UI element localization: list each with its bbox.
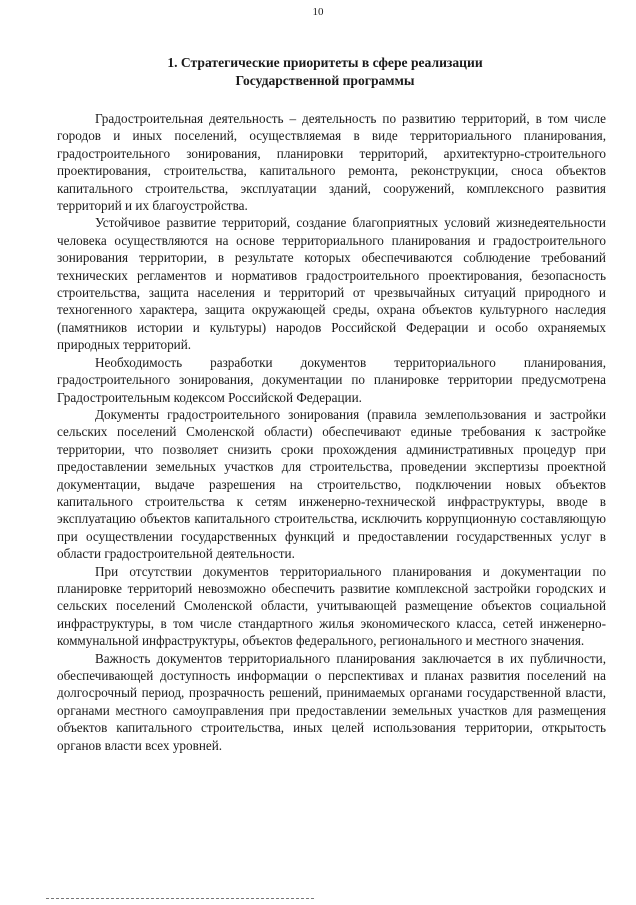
paragraph: Документы градостроительного зонирования (правила землепользования и застройки сельских поселений Смоленской области) обеспечивают единые требования к застройке территории, что позволяет снизить сроки прохождения административных процедур при предоставлении земельных участков для строительства, проведении экспертизы проектной документации, выдаче разрешения на строительство, подключении новых объектов капитального строительства к сетям инженерно-технической инфраструктуры, вводе в эксплуатацию объектов капитального строительства, исключить коррупционную составляющую при осуществлении государственных функций и предоставлении государственных услуг в области градостроительной деятельности. — [57, 406, 606, 562]
paragraph: Важность документов территориального планирования заключается в их публичности, обеспечивающей доступность информации о перспективах и планах развития поселений на долгосрочный период, прозрачность решений, принимаемых органами государственной власти, органами местного самоуправления при предоставлении земельных участков для размещения объектов капитального строительства, иных целей использования территории, открытость органов власти всех уровней. — [57, 650, 606, 753]
paragraph: При отсутствии документов территориального планирования и документации по планировке территорий невозможно обеспечить развитие комплексной застройки городских и сельских поселений Смоленской области, учитывающей размещение объектов социальной инфраструктуры, в том числе стандартного жилья экономического класса, сетей инженерно-коммунальной инфраструктуры, объектов федерального, регионального и местного значения. — [57, 563, 606, 649]
section-heading — [60, 54, 590, 90]
section-heading-line-1: 1. Стратегические приоритеты в сфере реализации — [167, 55, 483, 70]
paragraph: Необходимость разработки документов территориального планирования, градостроительного зонирования, документации по планировке территории предусмотрена Градостроительным кодексом Российской Федерации. — [57, 354, 606, 405]
paragraph: Устойчивое развитие территорий, создание благоприятных условий жизнедеятельности человека осуществляются на основе территориального планирования и градостроительного зонирования территории, в результате которых обеспечиваются соблюдение требований технических регламентов и нормативов градостроительного проектирования, безопасность строительства, защита населения и территорий от чрезвычайных ситуаций природного и техногенного характера, защита окружающей среды, охрана объектов культурного наследия (памятников истории и культуры) народов Российской Федерации и особо охраняемых природных территорий. — [57, 215, 606, 353]
paragraph: Градостроительная деятельность – деятельность по развитию территорий, в том числе городов и иных поселений, осуществляемая в виде территориального планирования, градостроительного зонирования, планировки территорий, архитектурно-строительного проектирования, строительства, капитального ремонта, реконструкции, сноса объектов капитального строительства, эксплуатации зданий, сооружений, комплексного развития территорий и их благоустройства. — [57, 111, 606, 214]
section-heading-line-2: Государственной программы — [235, 73, 415, 88]
page-number: 10 — [312, 6, 324, 18]
body-text — [57, 110, 606, 754]
footer-divider — [46, 898, 314, 899]
